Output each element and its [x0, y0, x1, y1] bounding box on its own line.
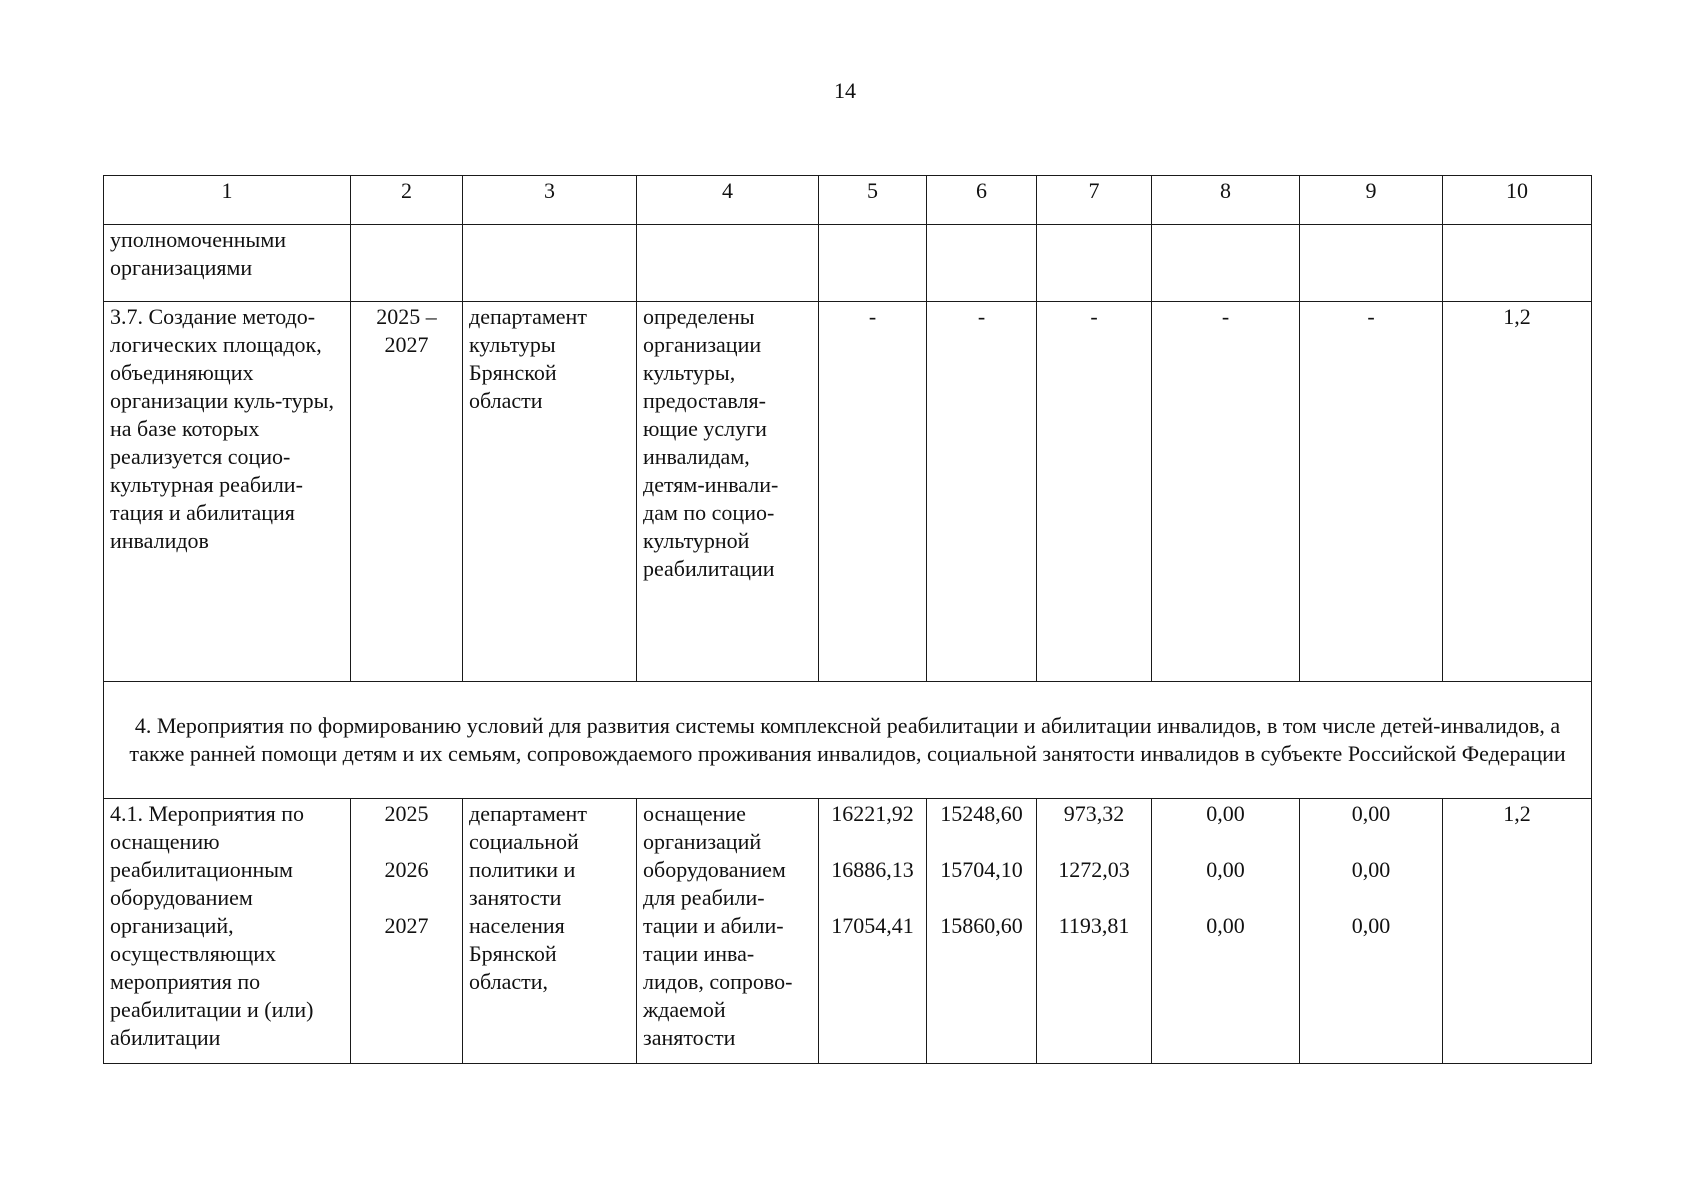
table-row-4-1 [104, 799, 1592, 1064]
empty-cell [1300, 225, 1443, 302]
amount-value: 15860,60 [940, 913, 1023, 938]
year-value: 2026 [384, 857, 429, 882]
measure-name-cell: уполномоченными организациями [104, 225, 351, 302]
column-header: 6 [927, 176, 1037, 225]
amount-value: 17054,41 [831, 913, 914, 938]
amount-value: 0,00 [1206, 913, 1245, 938]
column-header: 2 [351, 176, 463, 225]
page-number: 14 [834, 78, 856, 103]
program-table [103, 175, 1592, 1064]
column-header: 1 [104, 176, 351, 225]
indicator-cell: 1,2 [1443, 302, 1592, 682]
column-header: 10 [1443, 176, 1592, 225]
column-header: 4 [637, 176, 819, 225]
table-row-3-7 [104, 302, 1592, 682]
value-cell: - [927, 302, 1037, 682]
value-cell [927, 799, 1037, 1064]
result-cell: оснащение организаций оборудованием для реабили-тации и абили-тации инва-лидов, сопрово-ждаемой занятости [637, 799, 819, 1064]
responsible-cell: департамент культуры Брянской области [463, 302, 637, 682]
value-cell: - [1037, 302, 1152, 682]
empty-cell [463, 225, 637, 302]
header-row [104, 176, 1592, 225]
amount-value: 1272,03 [1058, 857, 1130, 882]
measure-name-cell: 3.7. Создание методо-логических площадок, объединяющих организации куль-туры, на базе которых реализуется социо-культурная реабили-тация и абилитация инвалидов [104, 302, 351, 682]
column-header: 9 [1300, 176, 1443, 225]
empty-cell [819, 225, 927, 302]
value-cell: - [819, 302, 927, 682]
amount-value: 0,00 [1206, 801, 1245, 826]
amount-value: 0,00 [1351, 913, 1391, 938]
amount-value: 1193,81 [1058, 913, 1130, 938]
empty-cell [927, 225, 1037, 302]
amount-value: 15248,60 [940, 801, 1023, 826]
value-cell [819, 799, 927, 1064]
column-header: 3 [463, 176, 637, 225]
column-header: 5 [819, 176, 927, 225]
value-cell [1152, 799, 1300, 1064]
amount-value: 15704,10 [940, 857, 1023, 882]
amount-value: 16221,92 [831, 801, 914, 826]
empty-cell [351, 225, 463, 302]
year-value: 2027 [384, 913, 429, 938]
empty-cell [1152, 225, 1300, 302]
empty-cell [1037, 225, 1152, 302]
period-cell: 2025 – 2027 [351, 302, 463, 682]
measure-name-cell: 4.1. Мероприятия по оснащению реабилитационным оборудованием организаций, осуществляющих мероприятия по реабилитации и (или) абилитации [104, 799, 351, 1064]
amount-value: 16886,13 [831, 857, 914, 882]
responsible-cell: департамент социальной политики и занятости населения Брянской области, [463, 799, 637, 1064]
section-row [104, 682, 1592, 799]
value-cell [1037, 799, 1152, 1064]
amount-value: 973,32 [1063, 801, 1125, 826]
section-title: 4. Мероприятия по формированию условий для развития системы комплексной реабилитации и абилитации инвалидов, в том числе детей-инвалидов, а также ранней помощи детям и их семьям, сопровождаемого проживания инвалидов, социальной занятости инвалидов в субъекте Российской Федерации [104, 682, 1592, 799]
period-cell [351, 799, 463, 1064]
empty-cell [1443, 225, 1592, 302]
amount-value: 0,00 [1351, 801, 1391, 826]
empty-cell [637, 225, 819, 302]
amount-value: 0,00 [1351, 857, 1391, 882]
value-cell: - [1300, 302, 1443, 682]
year-value: 2025 [384, 801, 429, 826]
amount-value: 0,00 [1206, 857, 1245, 882]
column-header: 8 [1152, 176, 1300, 225]
column-header: 7 [1037, 176, 1152, 225]
value-cell: - [1152, 302, 1300, 682]
table-row-continuation [104, 225, 1592, 302]
result-cell: определены организации культуры, предоставля-ющие услуги инвалидам, детям-инвали-дам по социо-культурной реабилитации [637, 302, 819, 682]
value-cell [1300, 799, 1443, 1064]
indicator-cell: 1,2 [1443, 799, 1592, 1064]
